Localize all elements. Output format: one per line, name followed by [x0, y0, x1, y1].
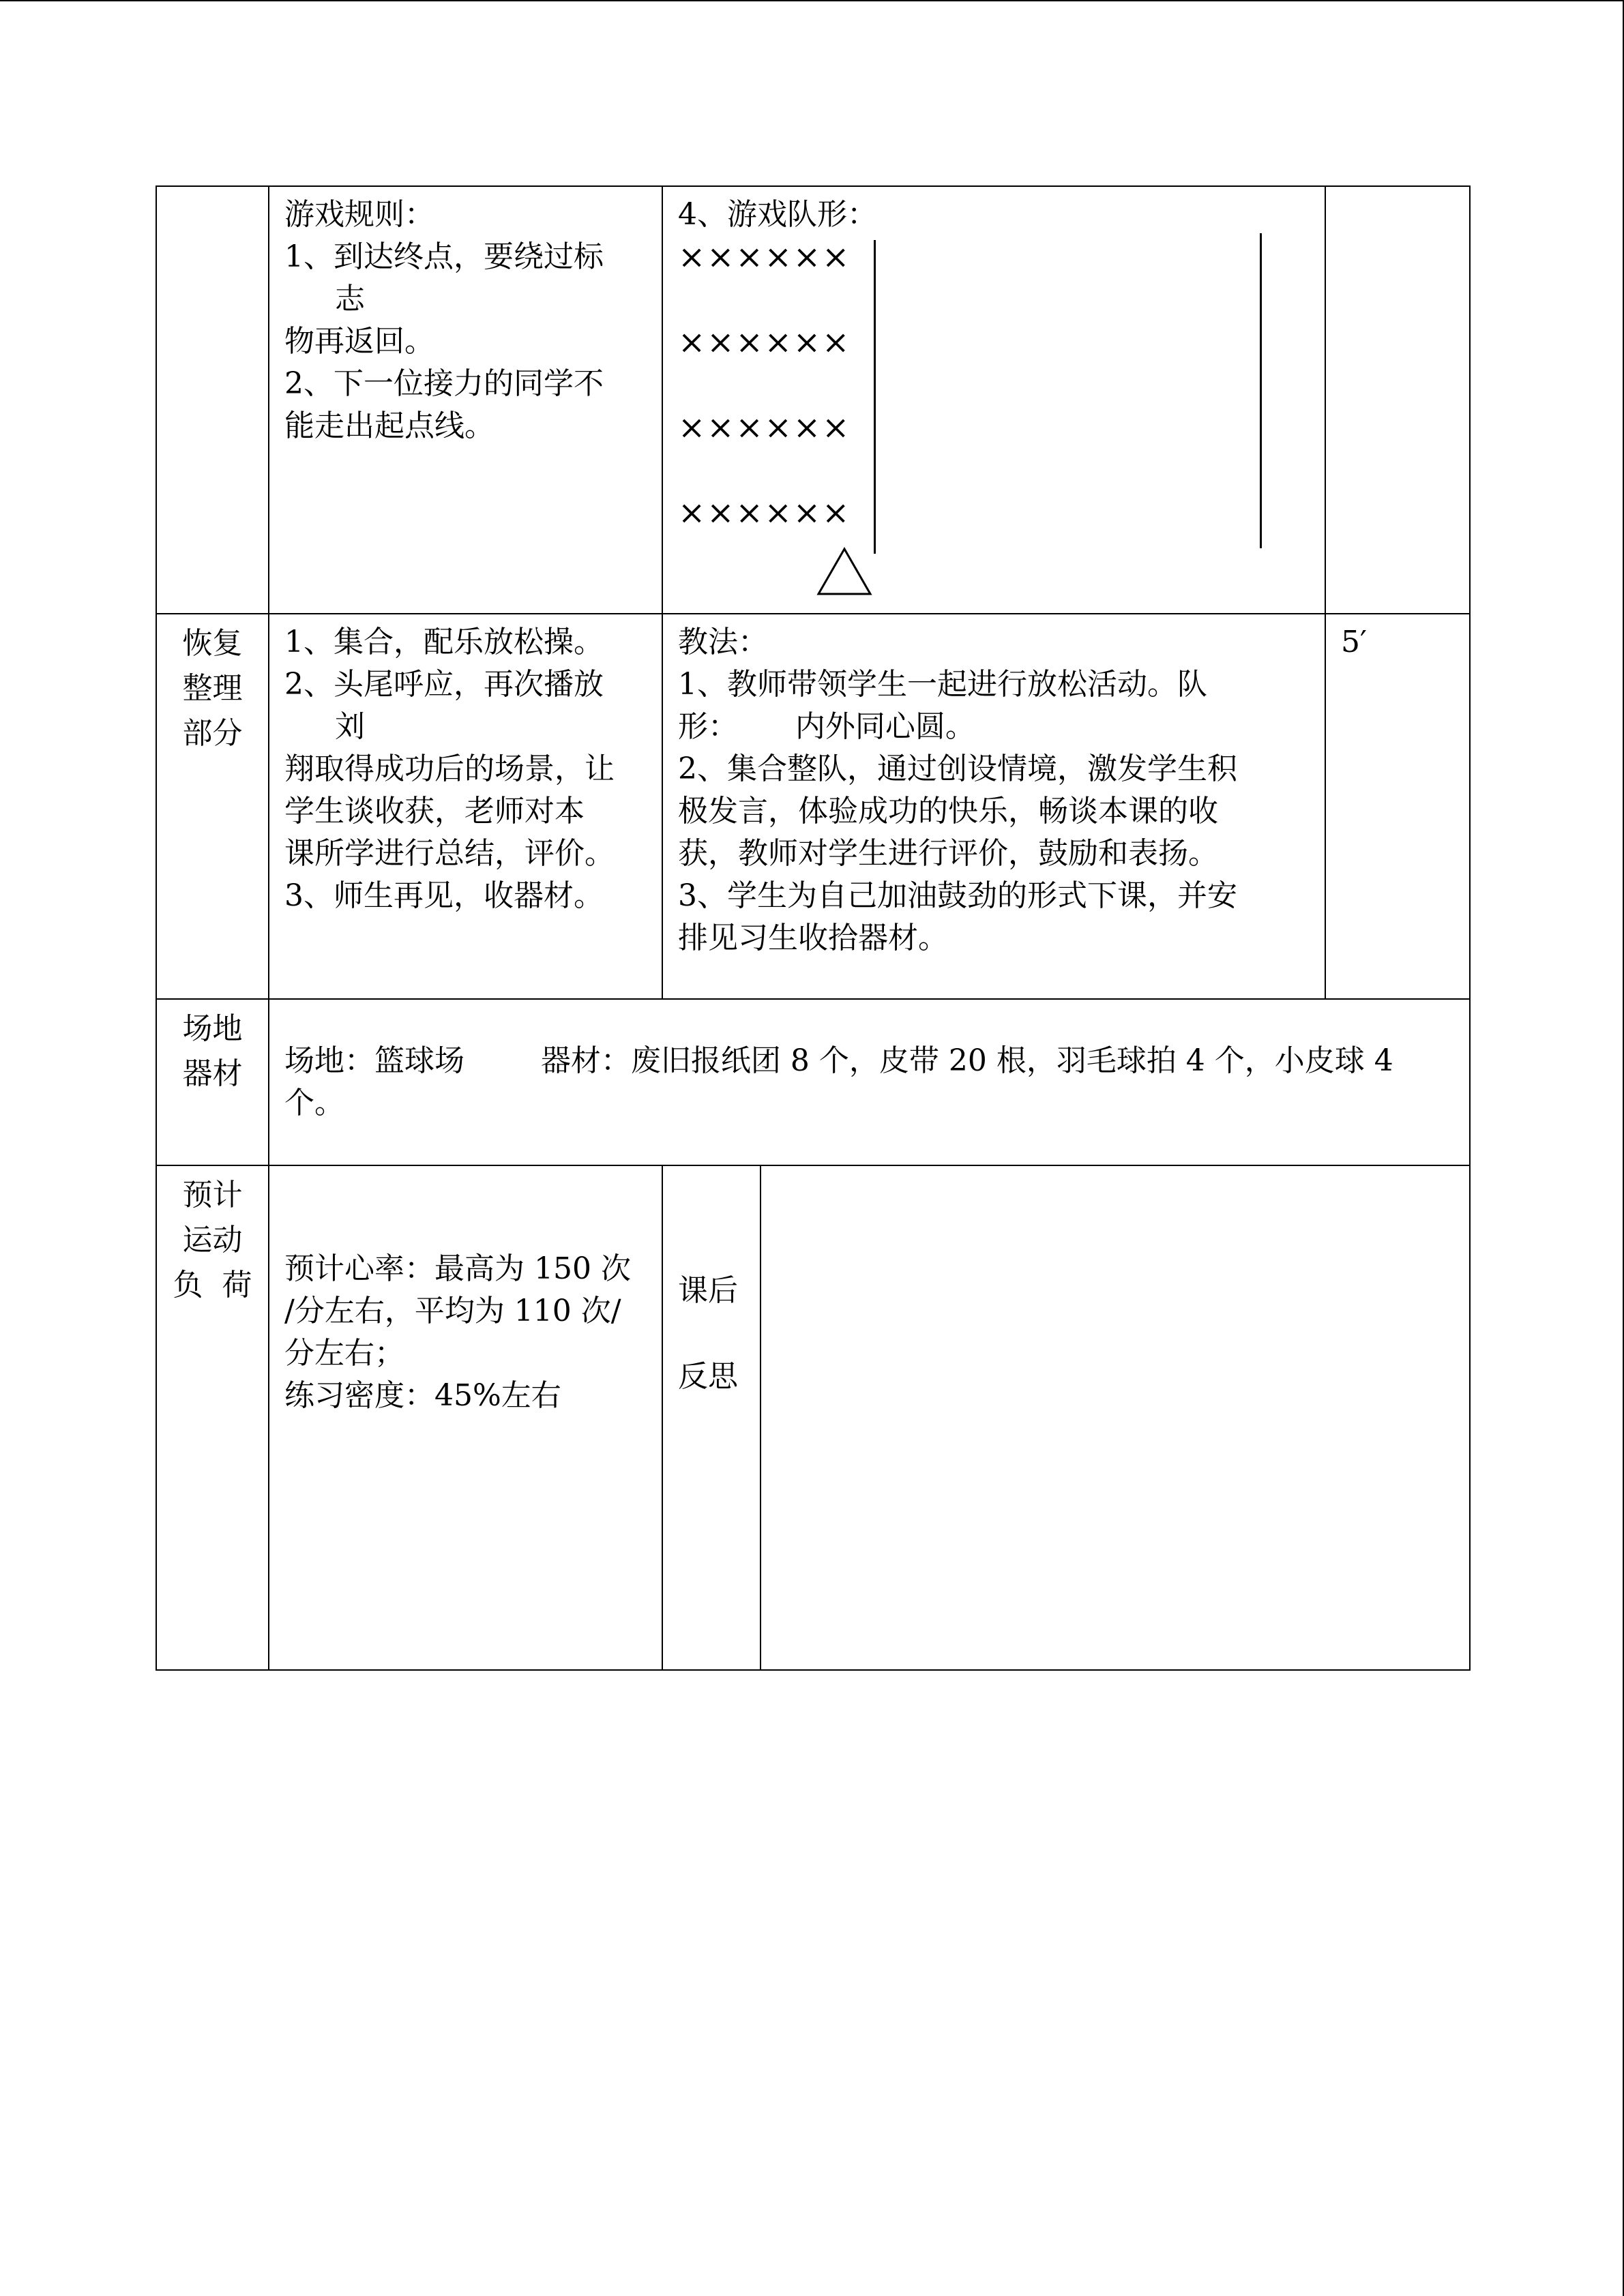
game-formation-cell [662, 186, 1325, 614]
formation-title: 4、游戏队形： [678, 197, 877, 232]
method-line: 形： 内外同心圆。 [678, 709, 975, 744]
game-row [156, 186, 1470, 614]
formation-row: ×××××× [678, 323, 851, 361]
section-label-line: 部分 [182, 716, 243, 751]
recovery-line: 刘 [335, 709, 365, 744]
venue-content-cell [269, 999, 1470, 1165]
game-rules-title: 游戏规则： [284, 197, 434, 232]
recovery-time: 5′ [1341, 625, 1367, 659]
method-line: 3、学生为自己加油鼓劲的形式下课，并安 [678, 878, 1237, 913]
game-section-label [156, 186, 269, 614]
formation-row: ×××××× [678, 238, 851, 276]
load-line: /分左右，平均为 110 次/ [284, 1294, 621, 1328]
method-line: 2、集合整队，通过创设情境，激发学生积 [678, 751, 1237, 786]
page-top-border [0, 0, 1623, 1]
venue-line: 个。 [284, 1086, 344, 1120]
reflection-content-cell [761, 1165, 1470, 1670]
game-rule-line: 能走出起点线。 [284, 408, 494, 443]
load-line: 练习密度：45%左右 [284, 1378, 561, 1413]
method-title: 教法： [678, 625, 768, 659]
recovery-line: 2、头尾呼应，再次播放 [284, 667, 604, 702]
recovery-line: 课所学进行总结，评价。 [284, 836, 615, 871]
section-label-line: 恢复 [182, 626, 243, 661]
venue-section-label [156, 999, 269, 1165]
formation-row: ×××××× [678, 408, 851, 447]
load-content-cell [269, 1165, 662, 1670]
recovery-line: 翔取得成功后的场景，让 [284, 751, 615, 786]
section-label-line: 场地 [182, 1011, 243, 1046]
reflection-label-cell [662, 1165, 761, 1670]
load-section-label [156, 1165, 269, 1670]
method-line: 获，教师对学生进行评价，鼓励和表扬。 [678, 836, 1218, 871]
reflection-label-line: 课后 [678, 1273, 738, 1308]
reflection-label-line: 反思 [678, 1359, 738, 1394]
formation-diagram [678, 194, 1310, 562]
load-line: 预计心率：最高为 150 次 [284, 1251, 631, 1286]
game-time-cell [1325, 186, 1470, 614]
formation-row: ×××××× [678, 494, 851, 532]
section-label-line: 运动 [182, 1223, 243, 1257]
recovery-line: 3、师生再见，收器材。 [284, 878, 604, 913]
recovery-row [156, 614, 1470, 999]
section-label-line: 器材 [182, 1056, 243, 1091]
venue-row [156, 999, 1470, 1165]
method-line: 1、教师带领学生一起进行放松活动。队 [678, 667, 1207, 702]
game-rules-cell [269, 186, 662, 614]
recovery-content-cell [269, 614, 662, 999]
lesson-plan-table [156, 185, 1471, 1671]
section-label-line: 整理 [182, 671, 243, 706]
game-rule-line: 1、到达终点，要绕过标 [284, 239, 604, 274]
game-rule-line: 2、下一位接力的同学不 [284, 366, 604, 401]
recovery-section-label [156, 614, 269, 999]
recovery-line: 1、集合，配乐放松操。 [284, 625, 604, 659]
game-rule-line: 物再返回。 [284, 324, 434, 359]
recovery-line: 学生谈收获，老师对本 [284, 794, 585, 829]
load-row [156, 1165, 1470, 1670]
start-line [874, 240, 876, 554]
section-label-line: 负 荷 [173, 1268, 252, 1302]
teacher-triangle-icon [816, 547, 872, 596]
load-line: 分左右； [284, 1336, 404, 1371]
method-line: 排见习生收拾器材。 [678, 921, 948, 955]
recovery-time-cell [1325, 614, 1470, 999]
section-label-line: 预计 [182, 1178, 243, 1212]
finish-line [1260, 233, 1262, 548]
method-line: 极发言，体验成功的快乐，畅谈本课的收 [678, 794, 1218, 829]
venue-line: 场地：篮球场 器材：废旧报纸团 8 个，皮带 20 根，羽毛球拍 4 个，小皮球 4 [284, 1043, 1393, 1078]
recovery-method-cell [662, 614, 1325, 999]
game-rule-line: 志 [335, 282, 365, 316]
